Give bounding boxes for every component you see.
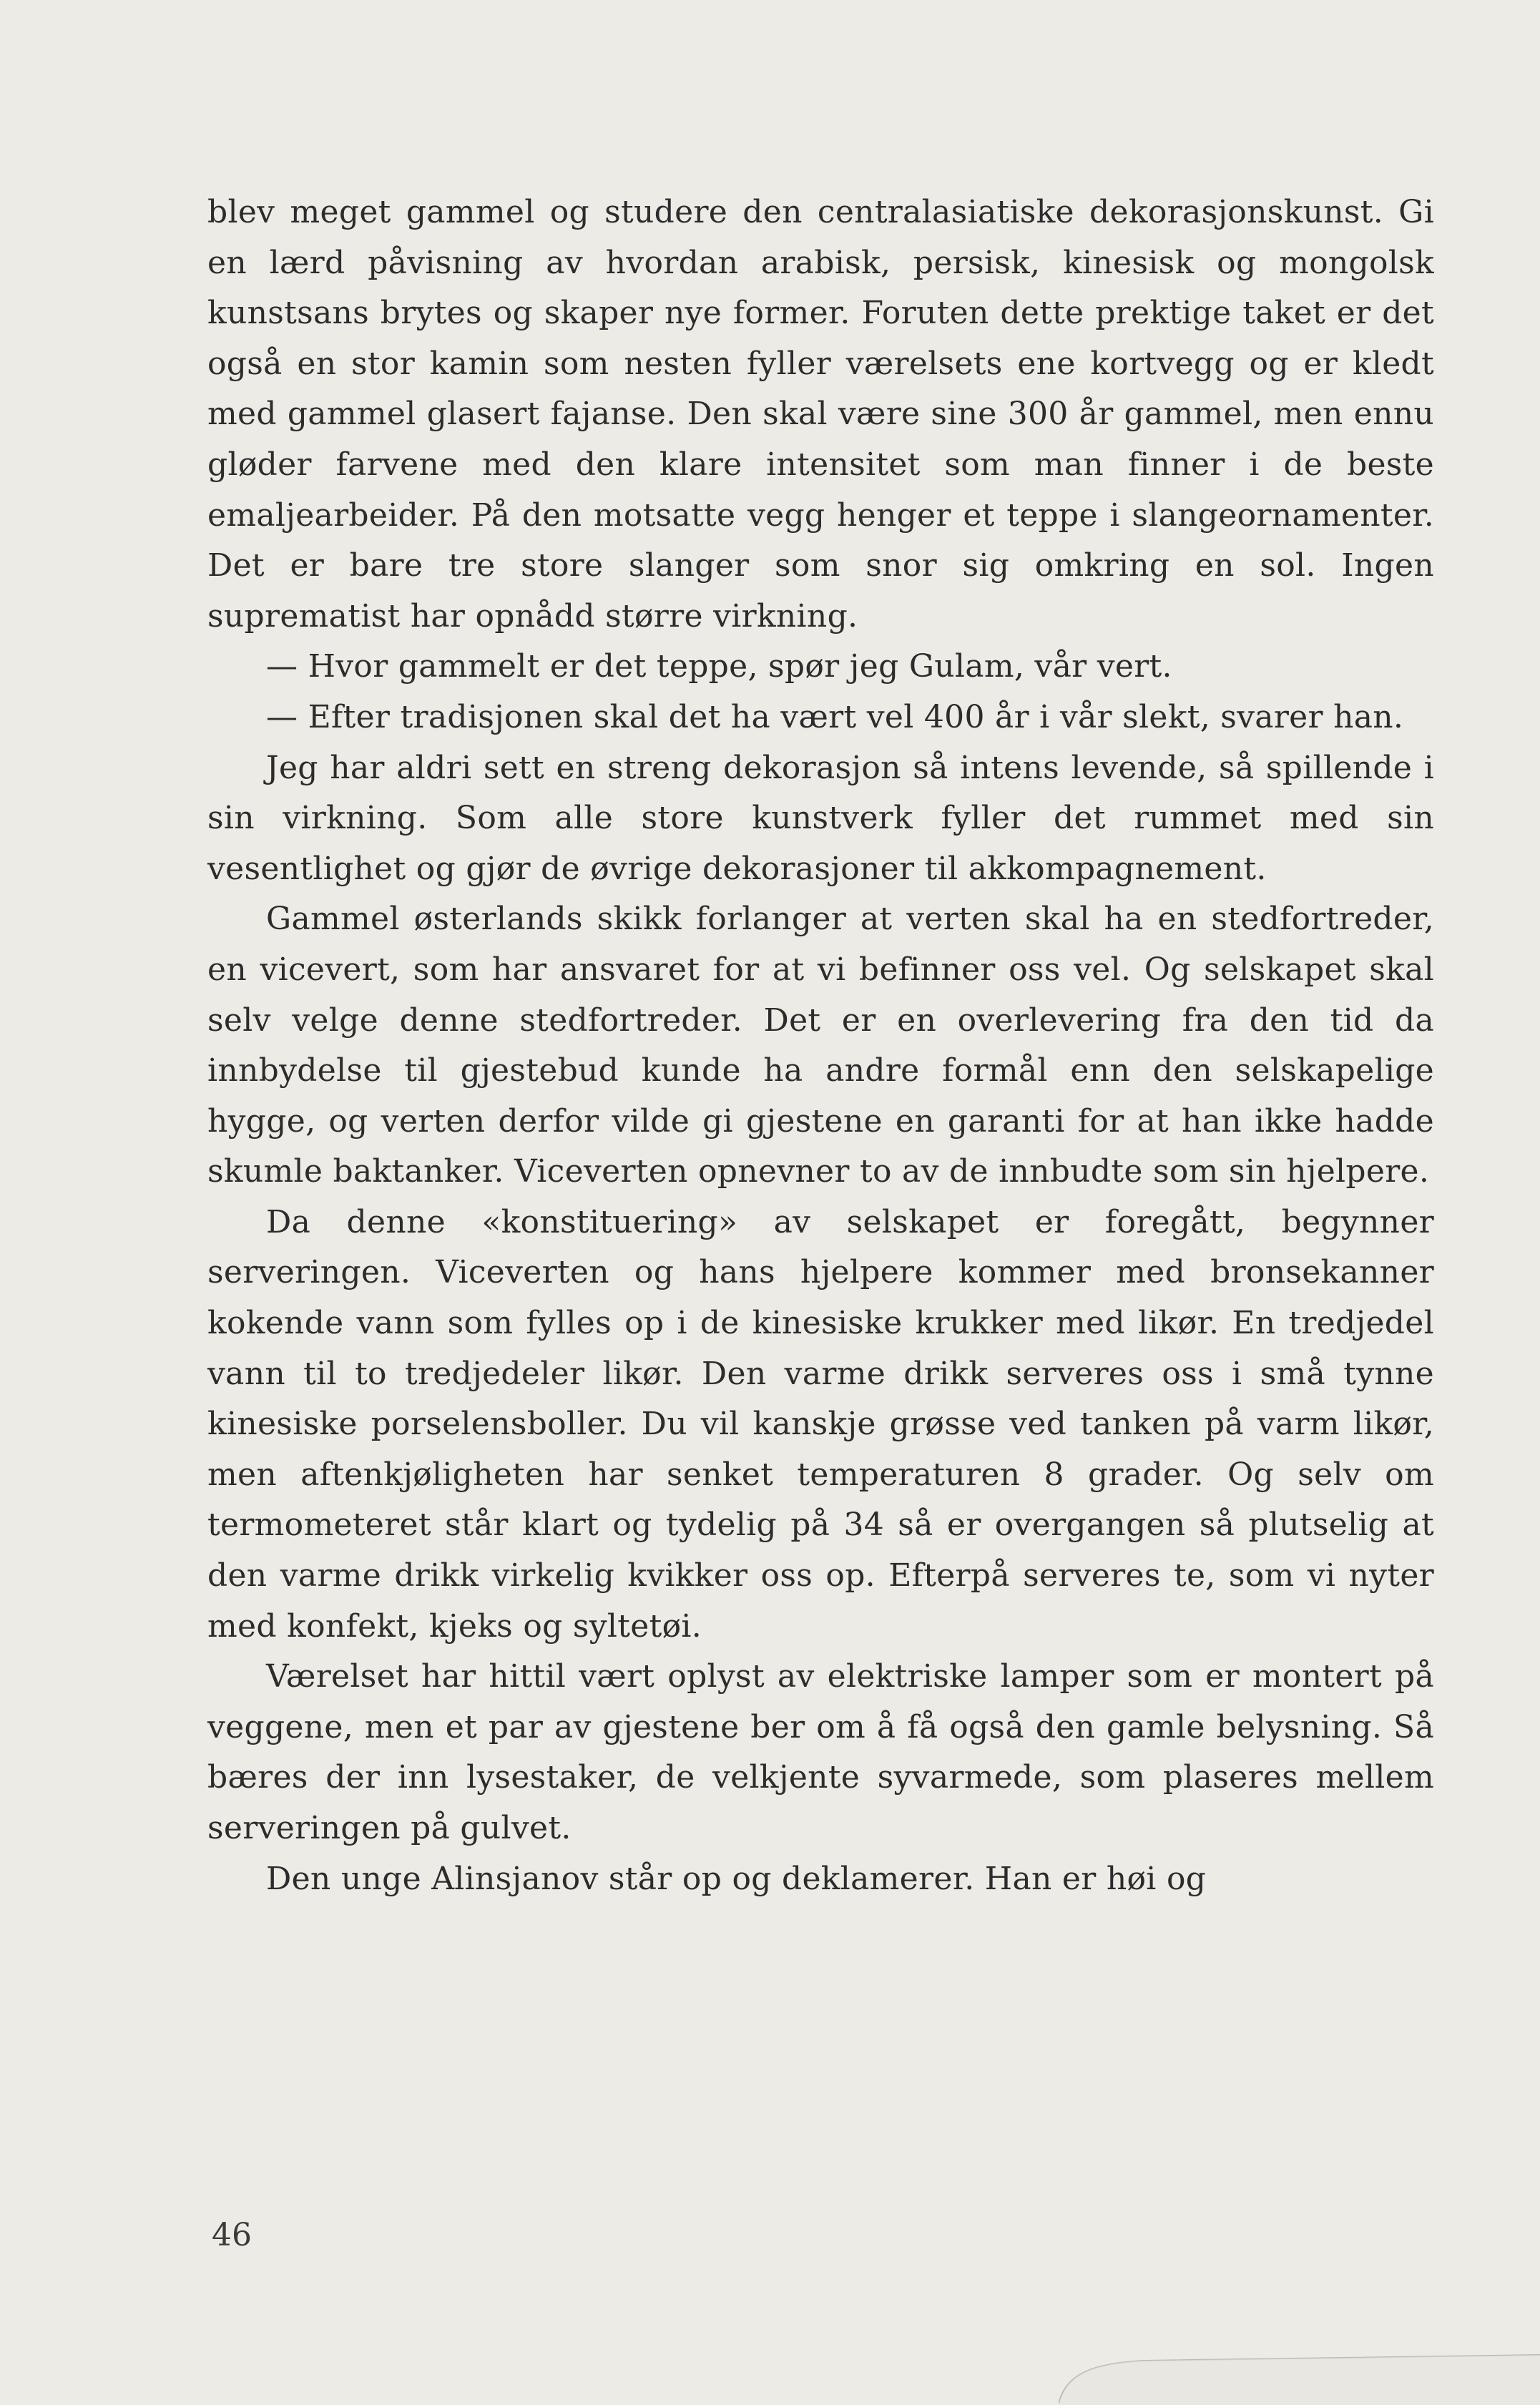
paragraph-2: — Hvor gammelt er det teppe, spør jeg Gulam, vår vert. [266, 648, 1172, 685]
paragraph-5: Gammel østerlands skikk forlanger at verten skal ha en stedfortreder, en vicevert, som har ansvaret for at vi befinner oss vel. Og selskapet skal selv velge denne stedfortreder. Det er en overlevering fra den tid da innbydelse til gjestebud kunde ha andre formål enn den selskapelige hygge, og verten derfor vilde gi gjestene en garanti for at han ikke hadde skumle baktanker. Viceverten opnevner to av de innbudte som sin hjelpere. [207, 901, 1434, 1190]
paragraph-3: — Efter tradisjonen skal det ha vært vel 400 år i vår slekt, svarer han. [266, 698, 1404, 735]
page-edge-curl [1059, 2348, 1540, 2405]
body-text [207, 187, 1434, 1904]
paragraph-1: blev meget gammel og studere den centralasiatiske dekorasjonskunst. Gi en lærd påvisning av hvordan arabisk, persisk, kinesisk og mongolsk kunstsans brytes og skaper nye former. Foruten dette prektige taket er det også en stor kamin som nesten fyller værelsets ene kortvegg og er kledt med gammel glasert fajanse. Den skal være sine 300 år gammel, men ennu gløder farvene med den klare intensitet som man finner i de beste emaljearbeider. På den motsatte vegg henger et teppe i slangeornamenter. Det er bare tre store slanger som snor sig omkring en sol. Ingen suprematist har opnådd større virkning. [207, 194, 1434, 635]
page-number: 46 [212, 2217, 252, 2253]
paragraph-8: Den unge Alinsjanov står op og deklamerer. Han er høi og [266, 1860, 1207, 1897]
paragraph-7: Værelset har hittil vært oplyst av elektriske lamper som er montert på veggene, men et par av gjestene ber om å få også den gamle belysning. Så bæres der inn lysestaker, de velkjente syvarmede, som plaseres mellem serveringen på gulvet. [207, 1658, 1434, 1846]
paragraph-6: Da denne «konstituering» av selskapet er foregått, begynner serveringen. Viceverten og hans hjelpere kommer med bronsekanner kokende vann som fylles op i de kinesiske krukker med likør. En tredjedel vann til to tredjedeler likør. Den varme drikk serveres oss i små tynne kinesiske porselensboller. Du vil kanskje grøsse ved tanken på varm likør, men aftenkjøligheten har senket temperaturen 8 grader. Og selv om termometeret står klart og tydelig på 34 så er overgangen så plutselig at den varme drikk virkelig kvikker oss op. Efterpå serveres te, som vi nyter med konfekt, kjeks og syltetøi. [207, 1203, 1434, 1645]
paragraph-4: Jeg har aldri sett en streng dekorasjon så intens levende, så spillende i sin virkning. Som alle store kunstverk fyller det rummet med sin vesentlighet og gjør de øvrige dekorasjoner til akkompagnement. [207, 749, 1434, 887]
